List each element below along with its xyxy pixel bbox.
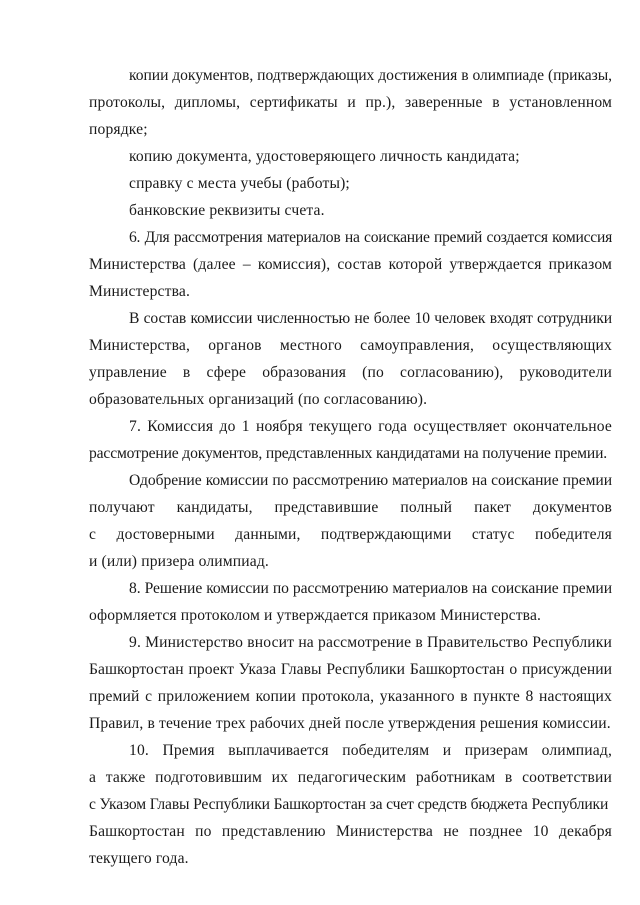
text-line: справку с места учебы (работы); [129,175,350,192]
text-line: банковские реквизиты счета. [129,202,325,219]
text-line: копию документа, удостоверяющего личность кандидата; [129,148,520,165]
text-line: премий с приложением копии протокола, указанного в пункте 8 настоящих [89,688,612,705]
text-line: Министерства, органов местного самоуправления, осуществляющих [89,337,612,354]
text-line: и (или) призера олимпиад. [89,553,269,570]
text-line: а также подготовившим их педагогическим работникам в соответствии [89,769,612,786]
text-line: 6. Для рассмотрения материалов на соискание премий создается комиссия [129,229,612,246]
text-line: протоколы, дипломы, сертификаты и пр.), заверенные в установленном [89,94,612,111]
text-line: копии документов, подтверждающих достижения в олимпиаде (приказы, [129,67,612,84]
text-line: Министерства. [89,283,191,300]
text-line: с Указом Главы Республики Башкортостан за счет средств бюджета Республики [89,796,609,813]
text-line: В состав комиссии численностью не более 10 человек входят сотрудники [129,310,612,327]
text-line: рассмотрение документов, представленных кандидатами на получение премии. [89,445,608,462]
text-line: получают кандидаты, представившие полный пакет документов [89,499,612,516]
text-line: Министерства (далее – комиссия), состав которой утверждается приказом [89,256,612,273]
text-line: порядке; [89,121,148,138]
text-line: Башкортостан проект Указа Главы Республики Башкортостан о присуждении [89,661,612,678]
text-line: управление в сфере образования (по согласованию), руководители [89,364,612,381]
text-line: текущего года. [89,850,189,867]
text-line: Башкортостан по представлению Министерства не позднее 10 декабря [89,823,612,840]
text-line: оформляется протоколом и утверждается приказом Министерства. [89,607,542,624]
text-line: 7. Комиссия до 1 ноября текущего года осуществляет окончательное [129,418,612,435]
text-line: 8. Решение комиссии по рассмотрению материалов на соискание премии [129,580,612,597]
text-line: с достоверными данными, подтверждающими статус победителя [89,526,612,543]
text-line: образовательных организаций (по согласованию). [89,391,428,408]
text-line: Одобрение комиссии по рассмотрению материалов на соискание премии [129,472,612,489]
text-line: 10. Премия выплачивается победителям и призерам олимпиад, [129,742,612,759]
document-body [89,62,612,872]
text-line: 9. Министерство вносит на рассмотрение в Правительство Республики [129,634,612,651]
text-line: Правил, в течение трех рабочих дней после утверждения решения комиссии. [89,715,611,732]
